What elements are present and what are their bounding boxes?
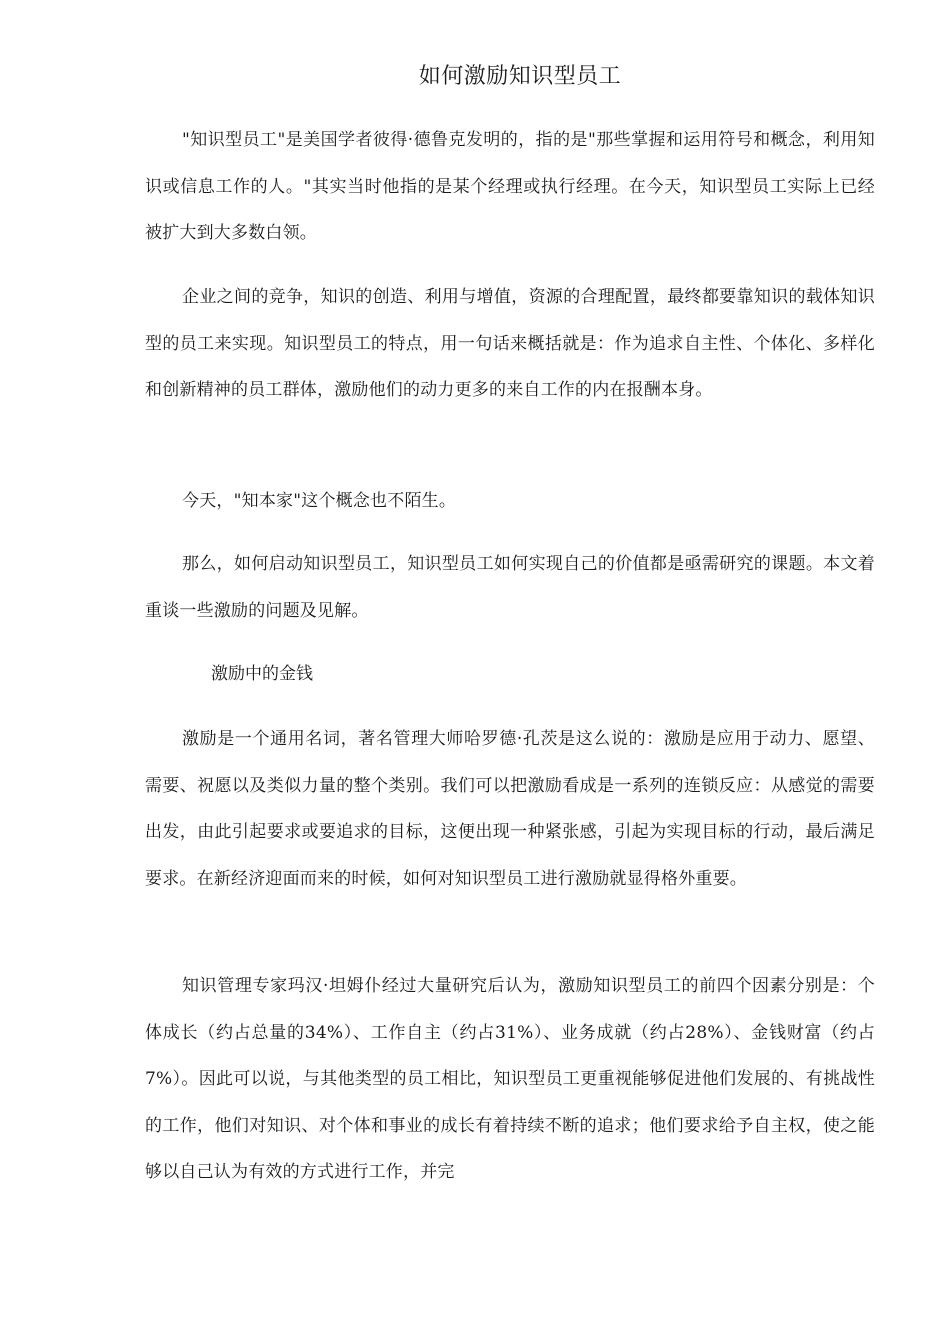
document-title: 如何激励知识型员工 (418, 64, 622, 89)
paragraph-article-focus: 那么，如何启动知识型员工，知识型员工如何实现自己的价值都是亟需研究的课题。本文着重谈一些激励的问题及见解。 (145, 554, 875, 621)
paragraph-motivation-factors: 知识管理专家玛汉·坦姆仆经过大量研究后认为，激励知识型员工的前四个因素分别是：个体成长（约占总量的34%）、工作自主（约占31%）、业务成就（约占28%）、金钱财富（约占7%）。因此可以说，与其他类型的员工相比，知识型员工更重视能够促进他们发展的、有挑战性的工作，他们对知识、对个体和事业的成长有着持续不断的追求；他们要求给予自主权，使之能够以自己认为有效的方式进行工作，并完 (145, 976, 875, 1182)
section-heading-money-in-motivation: 激励中的金钱 (211, 664, 313, 684)
paragraph-knowledge-worker-definition: "知识型员工"是美国学者彼得·德鲁克发明的，指的是"那些掌握和运用符号和概念，利用知识或信息工作的人。"其实当时他指的是某个经理或执行经理。在今天，知识型员工实际上已经被扩大到大多数白领。 (145, 130, 875, 243)
paragraph-motivation-definition: 激励是一个通用名词，著名管理大师哈罗德·孔茨是这么说的：激励是应用于动力、愿望、需要、祝愿以及类似力量的整个类别。我们可以把激励看成是一系列的连锁反应：从感觉的需要出发，由此引起要求或要追求的目标，这便出现一种紧张感，引起为实现目标的行动，最后满足要求。在新经济迎面而来的时候，如何对知识型员工进行激励就显得格外重要。 (145, 729, 875, 889)
paragraph-enterprise-competition: 企业之间的竞争，知识的创造、利用与增值，资源的合理配置，最终都要靠知识的载体知识型的员工来实现。知识型员工的特点，用一句话来概括就是：作为追求自主性、个体化、多样化和创新精神的员工群体，激励他们的动力更多的来自工作的内在报酬本身。 (145, 287, 875, 400)
paragraph-knowledge-capitalist: 今天，"知本家"这个概念也不陌生。 (182, 491, 457, 511)
